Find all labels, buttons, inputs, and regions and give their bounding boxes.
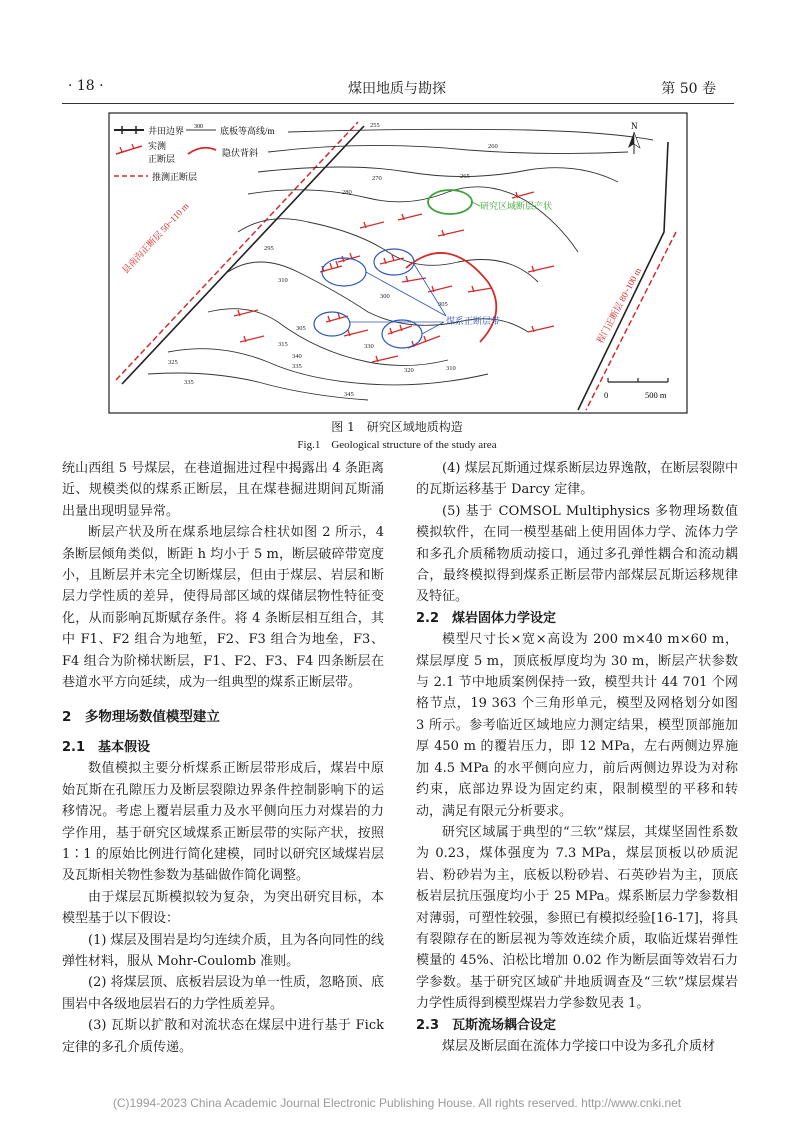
- legend-measured-fault-label-2: 正断层: [148, 154, 176, 164]
- scale-zero: 0: [604, 390, 609, 400]
- left-fault-label: 县南沟正断层 50~110 m: [120, 200, 191, 276]
- figure-caption-cn: 图 1 研究区域地质构造: [331, 420, 463, 434]
- contour-label: 270: [372, 175, 382, 182]
- contour-label: 340: [292, 353, 302, 360]
- subsection-heading: 2.3 瓦斯流场耦合设定: [416, 1017, 557, 1033]
- contour-label: 280: [342, 189, 352, 196]
- body-paragraph: 由于煤层瓦斯模拟较为复杂，为突出研究目标，本模型基于以下假设：: [62, 889, 384, 927]
- body-paragraph: (5) 基于 COMSOL Multiphysics 多物理场数值模拟软件，在同一模型基础上使用固体力学、流体力学和多孔介质稀物质动接口，通过多孔弹性耦合和流动耦合，最终模拟得到煤系正断层带内部煤层瓦斯运移规律及特征。: [416, 503, 738, 605]
- study-fault-label: 研究区域断层产状: [480, 201, 553, 211]
- body-paragraph: 模型尺寸长×宽×高设为 200 m×40 m×60 m，煤层厚度 5 m，顶底板厚度均为 30 m，断层产状参数与 2.1 节中地质案例保持一致，模型共计 44 701 个网格节点，19 363 个三角形单元，模型及网格划分如图 3 所示。参考临近区域地应力测定结果，模型顶部施加厚 450 m 的覆岩压力，即 12 MPa，左右两侧边界施加 4.5 MPa 的水平侧向应力，前后两侧边界设为对称约束，底部边界设为固定约束，限制模型的平移和转动，满足有限元分析要求。: [416, 632, 738, 819]
- contour-label: 255: [370, 122, 380, 129]
- map-frame: [109, 113, 687, 413]
- contour-label: 260: [488, 143, 498, 150]
- body-paragraph: 统山西组 5 号煤层，在巷道掘进过程中揭露出 4 条距离近、规模类似的煤系正断层，且在煤巷掘进期间瓦斯涌出量出现明显异常。: [62, 461, 384, 519]
- body-paragraph: 煤层及断层面在流体力学接口中设为多孔介质材: [442, 1038, 716, 1054]
- contour-label: 310: [446, 365, 456, 372]
- body-paragraph: 研究区域属于典型的“三软”煤层，其煤坚固性系数为 0.23，煤体强度为 7.3 MPa，煤层顶板以砂质泥岩、粉砂岩为主，底板以粉砂岩、石英砂岩为主，顶底板岩层抗压强度均小于 25 MPa。煤系断层力学参数相对薄弱，可塑性较强，参照已有模拟经验[16-17]，将具有裂隙存在的断层视为等效连续介质，取临近煤岩弹性模量的 45%、泊松比增加 0.02 作为断层面等效岩石力学参数。基于研究区域矿井地质调查及“三软”煤层煤岩力学性质得到模型煤岩力学参数见表 1。: [416, 824, 738, 1012]
- right-fault-label: 程门正断层 80~100 m: [594, 266, 644, 345]
- contour-label: 330: [364, 343, 374, 350]
- legend-anticline-label: 隐伏背斜: [222, 148, 259, 158]
- body-paragraph: (2) 将煤层顶、底板岩层设为单一性质，忽略顶、底围岩中各级地层岩石的力学性质差异。: [62, 975, 384, 1012]
- contour-label: 310: [278, 277, 288, 284]
- body-paragraph: 断层产状及所在煤系地层综合柱状如图 2 所示，4 条断层倾角类似，断距 h 均小于 5 m，断层破碎带宽度小，且断层并未完全切断煤层，但由于煤层、岩层和断层力学性质的差异，使得局部区域的煤储层物性特征变化，从而影响瓦斯赋存条件。将 4 条断层相互组合，其中 F1、F2 组合为地堑，F2、F3 组合为地垒，F3、F4 组合为阶梯状断层，F1、F2、F3、F4 四条断层在巷道水平方向延续，成为一组典型的煤系正断层带。: [62, 525, 384, 691]
- copyright-footer: (C)1994-2023 China Academic Journal Electronic Publishing House. All rights reserved. http://www.cnki.net: [112, 1096, 682, 1110]
- subsection-heading: 2.1 基本假设: [62, 739, 151, 755]
- left-column: [62, 458, 384, 1058]
- contour-label: 305: [296, 325, 306, 332]
- page-number: · 18 ·: [68, 78, 104, 94]
- contour-label: 295: [264, 245, 274, 252]
- body-paragraph: (3) 瓦斯以扩散和对流状态在煤层中进行基于 Fick 定律的多孔介质传递。: [62, 1018, 384, 1055]
- legend-boundary-label: 井田边界: [148, 126, 185, 136]
- volume-label: 第 50 卷: [661, 81, 716, 97]
- section-heading: 2 多物理场数值模型建立: [62, 709, 220, 726]
- contour-label: 305: [438, 301, 448, 308]
- body-paragraph: 数值模拟主要分析煤系正断层带形成后，煤岩中原始瓦斯在孔隙压力及断层裂隙边界条件控制影响下的运移情况。考虑上覆岩层重力及水平侧向压力对煤岩的力学作用，基于研究区域煤系正断层带的实际产状，按照 1∶1 的原始比例进行简化建模，同时以研究区域煤岩层及瓦斯相关物性参数为基础做作简化调整。: [62, 761, 384, 884]
- svg-text:N: N: [631, 121, 638, 131]
- contour-label: 345: [344, 391, 354, 398]
- right-column: [416, 458, 738, 1057]
- contour-label: 315: [278, 341, 288, 348]
- body-paragraph: (4) 煤层瓦斯通过煤系断层边界逸散，在断层裂隙中的瓦斯运移基于 Darcy 定律。: [416, 461, 738, 498]
- contour-label: 335: [184, 379, 194, 386]
- legend-inferred-fault-label: 推测正断层: [152, 172, 198, 182]
- geological-map-figure: [108, 112, 688, 414]
- journal-title: 煤田地质与勘探: [348, 81, 446, 97]
- contour-label: 265: [460, 173, 470, 180]
- header-rule: [62, 103, 734, 104]
- fault-zone-label: 煤系正断层带: [446, 316, 501, 326]
- contour-label: 320: [404, 367, 414, 374]
- legend-contour-sample: 300: [194, 124, 203, 130]
- page-header: [0, 78, 794, 100]
- figure-caption-en: Fig.1 Geological structure of the study area: [297, 439, 497, 451]
- body-paragraph: (1) 煤层及围岩是均匀连续介质，且为各向同性的线弹性材料，服从 Mohr-Coulomb 准则。: [62, 932, 384, 969]
- legend-contour-label: 底板等高线/m: [220, 126, 275, 136]
- contour-label: 325: [168, 359, 178, 366]
- subsection-heading: 2.2 煤岩固体力学设定: [416, 610, 557, 626]
- contour-label: 300: [380, 293, 390, 300]
- legend-measured-fault-label: 实测: [148, 141, 167, 151]
- scale-length: 500 m: [645, 390, 667, 400]
- contour-label: 335: [292, 363, 302, 370]
